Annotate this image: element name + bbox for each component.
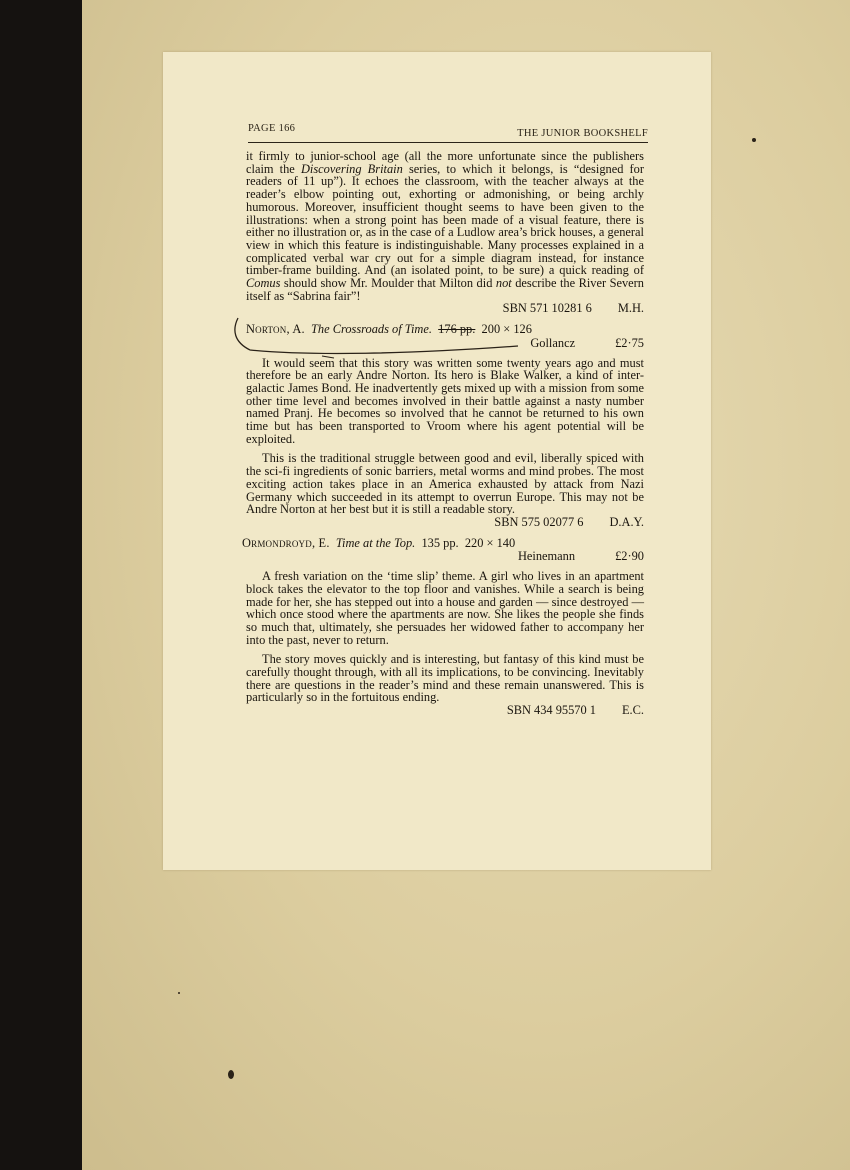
reviewer-initials: E.C.: [621, 703, 644, 718]
ink-spot: [228, 1070, 234, 1079]
ink-spot: [178, 992, 180, 994]
book-author: Norton, A.: [246, 322, 305, 337]
sbn-number: SBN 575 02077 6: [494, 514, 584, 529]
book-title: Time at the Top.: [335, 535, 416, 550]
review-paragraph: it firmly to junior-school age (all the more unfortunate since the publishers claim the Discovering Britain series, to which it belongs, is “designed for readers of 11 up”). It echoes the classroom, with the teacher always at the reader’s elbow pointing out, exhorting or admonishing, or being archly humorous. Moreover, insufficient thought seems to have been given to the illustrations: when a strong point has been made of a visual feature, there is either no illustration or, as in the case of a Ludlow area’s brick houses, a general view in which this feature is indistinguishable. Many processes explained in a complicated verbal war cry out for a simple diagram instead, for instance timber-frame building. And (an isolated point, to be sure) a quick reading of Comus should show Mr. Moulder that Milton did not describe the River Severn itself as “Sabrina fair”!: [246, 149, 644, 303]
review-paragraph: The story moves quickly and is interesting, but fantasy of this kind must be carefully thought through, with all its implications, to be convincing. Inevitably there are questions in the reader’s mind and these remain unanswered. This is particularly so in the fortuitous ending.: [246, 652, 644, 705]
reviewer-initials: M.H.: [617, 301, 644, 316]
journal-name: THE JUNIOR BOOKSHELF: [517, 128, 648, 139]
book-size: 220 × 140: [464, 535, 516, 550]
sbn-number: SBN 434 95570 1: [506, 703, 596, 718]
book-entry: [242, 537, 644, 563]
review-column: [242, 149, 644, 718]
book-author: Ormondroyd, E.: [242, 535, 330, 550]
book-title: The Crossroads of Time.: [311, 322, 432, 337]
page-number: PAGE 166: [248, 123, 296, 134]
page-header: [248, 120, 648, 143]
review-paragraph: It would seem that this story was written some twenty years ago and must therefore be an early Andre Norton. Its hero is Blake Walker, a kind of inter-galactic James Bond. He inadvertently gets mixed up with a mission from some other time level and becomes involved in their battle against a nasty number named Pranj. He becomes so involved that he cannot be returned to his own time but has been transported to Vroom where his agent potential will be exploited.: [246, 355, 644, 446]
book-pages: 176 pp.: [438, 322, 476, 337]
book-size: 200 × 126: [481, 322, 532, 337]
review-paragraph: This is the traditional struggle between good and evil, liberally spiced with the sci-fi ingredients of sonic barriers, metal worms and mind probes. The most exciting action takes place in an America exhausted by attack from Nazi Germany which succeeded in its attempt to overrun Europe. This may not be Andre Norton at her best but it is still a readable story.: [246, 451, 644, 517]
book-price: £2·75: [615, 335, 644, 350]
dark-scan-border: [0, 0, 82, 1170]
review-signature: [246, 302, 644, 315]
sbn-number: SBN 571 10281 6: [502, 301, 592, 316]
book-pages: 135 pp.: [421, 535, 459, 550]
ink-spot: [752, 138, 756, 142]
book-publisher: Heinemann: [517, 549, 576, 564]
review-signature: [246, 704, 644, 717]
book-price: £2·90: [615, 549, 644, 564]
review-paragraph: A fresh variation on the ‘time slip’ theme. A girl who lives in an apartment block takes the elevator to the top floor and vanishes. While a search is being made for her, she has stepped out into a house and garden — since destroyed — which once stood where the apartments are now. She likes the people she finds so much that, ultimately, she persuades her widowed father to accompany her into the past, never to return.: [246, 569, 644, 647]
book-entry: [246, 323, 644, 349]
reviewer-initials: D.A.Y.: [609, 514, 644, 529]
review-signature: [246, 516, 644, 529]
book-publisher: Gollancz: [530, 335, 576, 350]
